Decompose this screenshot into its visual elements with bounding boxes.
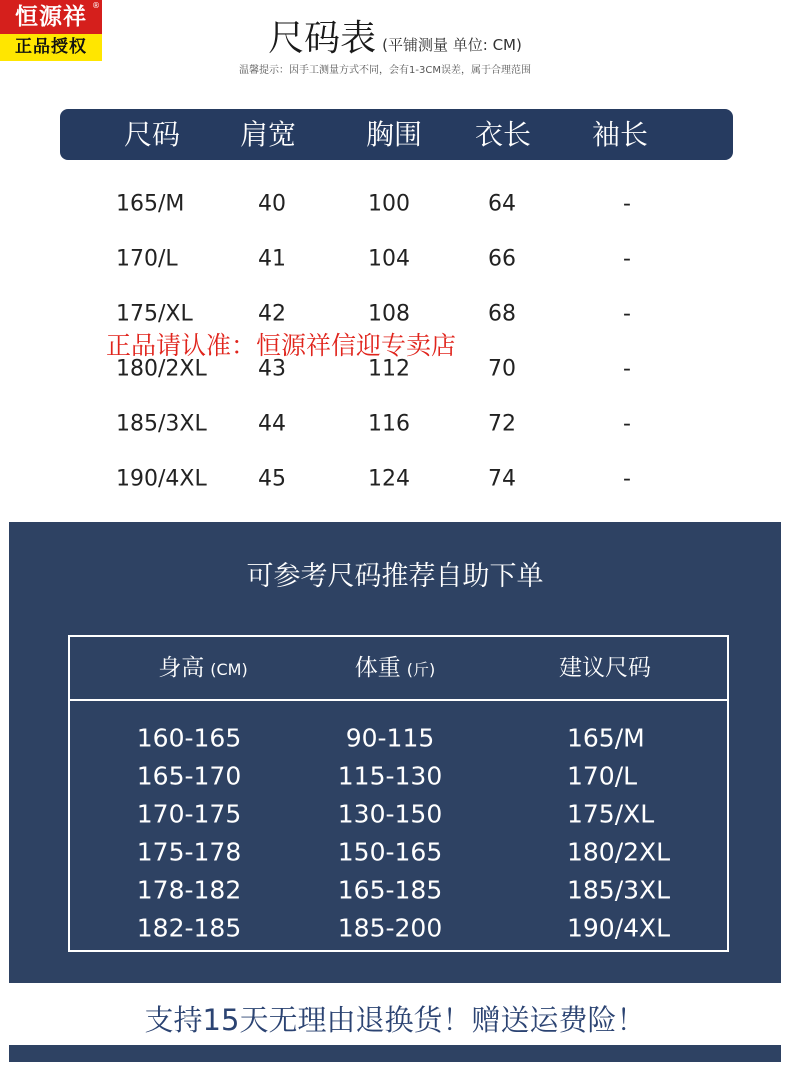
shoulder-cell: 42 xyxy=(258,301,286,327)
shoulder-cell: 41 xyxy=(258,246,286,272)
shoulder-cell: 45 xyxy=(258,466,286,492)
weight-cell: 165-185 xyxy=(337,875,443,905)
shoulder-cell: 40 xyxy=(258,191,286,217)
height-cell: 165-170 xyxy=(136,761,242,791)
weight-cell: 150-165 xyxy=(337,837,443,867)
size-cell: 185/3XL xyxy=(116,411,207,437)
column-header-weight xyxy=(355,637,436,701)
column-header-sleeve: 袖长 xyxy=(591,118,649,151)
weight-cell: 90-115 xyxy=(345,723,435,753)
sleeve-cell: - xyxy=(623,191,631,217)
height-cell: 175-178 xyxy=(136,837,242,867)
registered-mark: ® xyxy=(92,1,100,10)
column-header-size: 尺码 xyxy=(123,118,181,151)
sleeve-cell: - xyxy=(623,301,631,327)
footer-bar xyxy=(9,1045,781,1062)
recommendation-title: 可参考尺码推荐自助下单 xyxy=(246,561,544,592)
size-cell: 175/XL xyxy=(116,301,193,327)
chest-cell: 124 xyxy=(368,466,410,492)
weight-cell: 185-200 xyxy=(337,913,443,943)
length-cell: 64 xyxy=(488,191,516,217)
weight-cell: 115-130 xyxy=(337,761,443,791)
length-cell: 68 xyxy=(488,301,516,327)
chest-cell: 108 xyxy=(368,301,410,327)
sleeve-cell: - xyxy=(623,246,631,272)
authenticity-watermark: 正品请认准：恒源祥信迎专卖店 xyxy=(106,331,457,360)
suggested-size-cell: 170/L xyxy=(567,761,638,791)
sleeve-cell: - xyxy=(623,466,631,492)
weight-label: 体重 xyxy=(354,655,401,681)
header-divider xyxy=(70,699,727,701)
length-cell: 74 xyxy=(488,466,516,492)
shoulder-cell: 44 xyxy=(258,411,286,437)
sleeve-cell: - xyxy=(623,356,631,382)
column-header-height xyxy=(158,637,247,701)
suggested-size-cell: 175/XL xyxy=(567,799,655,829)
column-header-chest: 胸围 xyxy=(365,118,423,151)
size-cell: 170/L xyxy=(116,246,178,272)
recommendation-table xyxy=(68,635,729,952)
suggested-size-cell: 190/4XL xyxy=(567,913,671,943)
measurement-notice: 温馨提示：因手工测量方式不同，会有1-3CM误差，属于合理范围 xyxy=(239,65,531,76)
page-header xyxy=(0,10,790,61)
weight-unit: (斤) xyxy=(406,660,436,679)
page-title: 尺码表 xyxy=(268,18,377,59)
chest-cell: 112 xyxy=(368,356,410,382)
weight-cell: 130-150 xyxy=(337,799,443,829)
height-unit: (CM) xyxy=(210,660,248,679)
length-cell: 66 xyxy=(488,246,516,272)
column-header-shoulder: 肩宽 xyxy=(239,118,297,151)
brand-tagline: 正品授权 xyxy=(0,34,102,61)
suggested-size-cell: 165/M xyxy=(567,723,645,753)
suggested-size-cell: 180/2XL xyxy=(567,837,671,867)
height-cell: 160-165 xyxy=(136,723,242,753)
chest-cell: 100 xyxy=(368,191,410,217)
size-recommendation-panel xyxy=(9,522,781,983)
height-label: 身高 xyxy=(158,655,205,681)
shoulder-cell: 43 xyxy=(258,356,286,382)
chest-cell: 104 xyxy=(368,246,410,272)
column-header-suggested-size xyxy=(559,637,651,699)
size-cell: 180/2XL xyxy=(116,356,207,382)
length-cell: 72 xyxy=(488,411,516,437)
measure-unit-note: (平铺测量 单位: CM) xyxy=(382,36,522,54)
sleeve-cell: - xyxy=(623,411,631,437)
length-cell: 70 xyxy=(488,356,516,382)
suggested-size-cell: 185/3XL xyxy=(567,875,671,905)
height-cell: 182-185 xyxy=(136,913,242,943)
height-cell: 170-175 xyxy=(136,799,242,829)
return-policy-banner: 支持15天无理由退换货！赠送运费险！ xyxy=(144,1003,646,1037)
brand-name: 恒源祥 xyxy=(0,0,102,34)
suggested-size-label: 建议尺码 xyxy=(559,655,651,681)
column-header-length: 衣长 xyxy=(474,118,532,151)
size-table-header xyxy=(60,109,733,160)
height-cell: 178-182 xyxy=(136,875,242,905)
chest-cell: 116 xyxy=(368,411,410,437)
size-cell: 190/4XL xyxy=(116,466,207,492)
size-cell: 165/M xyxy=(116,191,185,217)
